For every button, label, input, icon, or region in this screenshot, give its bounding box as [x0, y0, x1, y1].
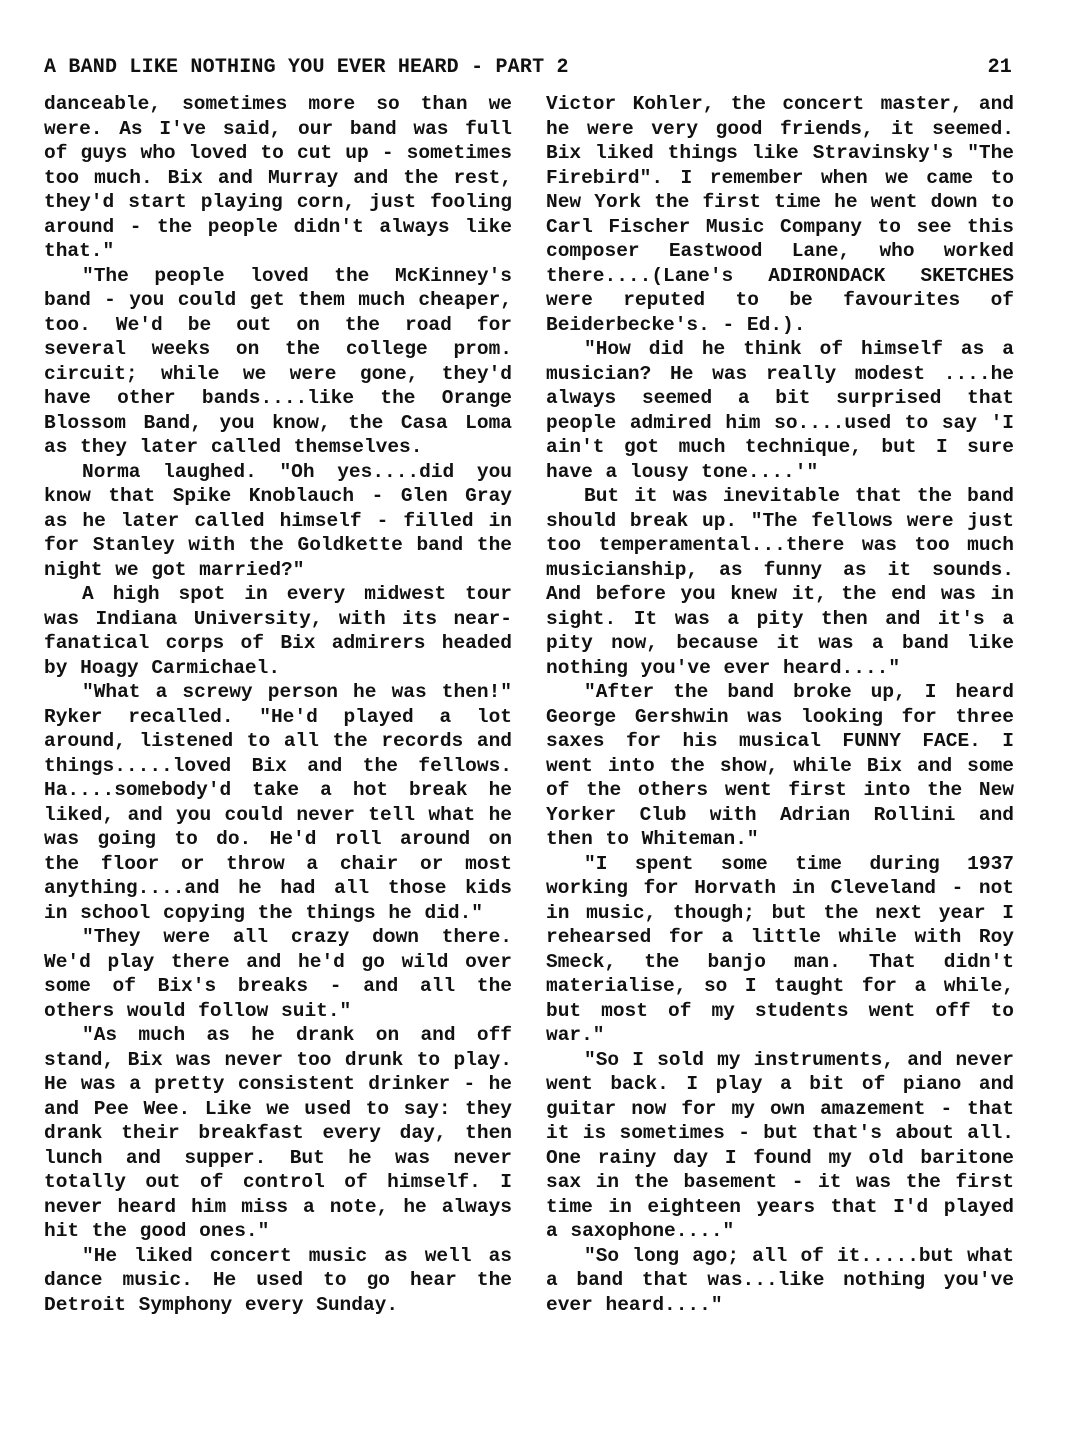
paragraph: But it was inevitable that the band should break up. "The fellows were just too temperamental...there was too much musicianship, as funny as it sounds. And before you knew it, the end was in sight. It was a pity then and it's a pity now, because it was a band like nothing you've ever heard...."	[546, 485, 1014, 679]
paragraph: A high spot in every midwest tour was Indiana University, with its near-fanatical corps of Bix admirers headed by Hoagy Carmichael.	[44, 583, 512, 679]
paragraph: "He liked concert music as well as dance music. He used to go hear the Detroit Symphony every Sunday.	[44, 1244, 512, 1316]
paragraph: "The people loved the McKinney's band - you could get them much cheaper, too. We'd be out on the road for several weeks on the college prom. circuit; while we were gone, they'd have other bands....like the Orange Blossom Band, you know, the Casa Loma as they later called themselves.	[44, 264, 512, 458]
paragraph: "After the band broke up, I heard George Gershwin was looking for three saxes for his musical FUNNY FACE. I went into the show, while Bix and some of the others went first into the New Yorker Club with Adrian Rollini and then to Whiteman."	[546, 681, 1014, 850]
page-number: 21	[987, 56, 1012, 79]
paragraph: "So I sold my instruments, and never went back. I play a bit of piano and guitar now for my own amazement - that it is sometimes - but that's about all. One rainy day I found my old baritone sax in the basement - it was the first time in eighteen years that I'd played a saxophone...."	[546, 1048, 1014, 1242]
paragraph: danceable, sometimes more so than we were. As I've said, our band was full of guys who loved to cut up - sometimes too much. Bix and Murray and the rest, they'd start playing corn, just fooling around - the people didn't always like that."	[44, 93, 512, 262]
running-title: A BAND LIKE NOTHING YOU EVER HEARD - PART 2	[44, 56, 569, 79]
paragraph: "As much as he drank on and off stand, Bix was never too drunk to play. He was a pretty consistent drinker - he and Pee Wee. Like we used to say: they drank their breakfast every day, then lunch and supper. But he was never totally out of control of himself. I never heard him miss a note, he always hit the good ones."	[44, 1024, 512, 1242]
paragraph: Norma laughed. "Oh yes....did you know that Spike Knoblauch - Glen Gray as he later called himself - filled in for Stanley with the Goldkette band the night we got married?"	[44, 460, 512, 581]
paragraph: "So long ago; all of it.....but what a band that was...like nothing you've ever heard...."	[546, 1244, 1014, 1316]
right-column	[546, 92, 1014, 1317]
paragraph: "They were all crazy down there. We'd play there and he'd go wild over some of Bix's breaks - and all the others would follow suit."	[44, 926, 512, 1022]
left-column	[44, 92, 512, 1317]
paragraph: "What a screwy person he was then!" Ryker recalled. "He'd played a lot around, listened to all the records and things.....loved Bix and the fellows. Ha....somebody'd take a hot break he liked, and you could never tell what he was going to do. He'd roll around on the floor or throw a chair or most anything....and he had all those kids in school copying the things he did."	[44, 681, 512, 924]
page-header	[44, 56, 1012, 79]
paragraph: "I spent some time during 1937 working for Horvath in Cleveland - not in music, though; but the next year I rehearsed for a little while with Roy Smeck, the banjo man. That didn't materialise, so I taught for a while, but most of my students went off to war."	[546, 852, 1014, 1046]
paragraph: Victor Kohler, the concert master, and he were very good friends, it seemed. Bix liked things like Stravinsky's "The Firebird". I remember when we came to New York the first time he went down to Carl Fischer Music Company to see this composer Eastwood Lane, who worked there....(Lane's ADIRONDACK SKETCHES were reputed to be favourites of Beiderbecke's. - Ed.).	[546, 93, 1014, 336]
paragraph: "How did he think of himself as a musician? He was really modest ....he always seemed a bit surprised that people admired him so....used to say 'I ain't got much technique, but I sure have a lousy tone....'"	[546, 338, 1014, 483]
